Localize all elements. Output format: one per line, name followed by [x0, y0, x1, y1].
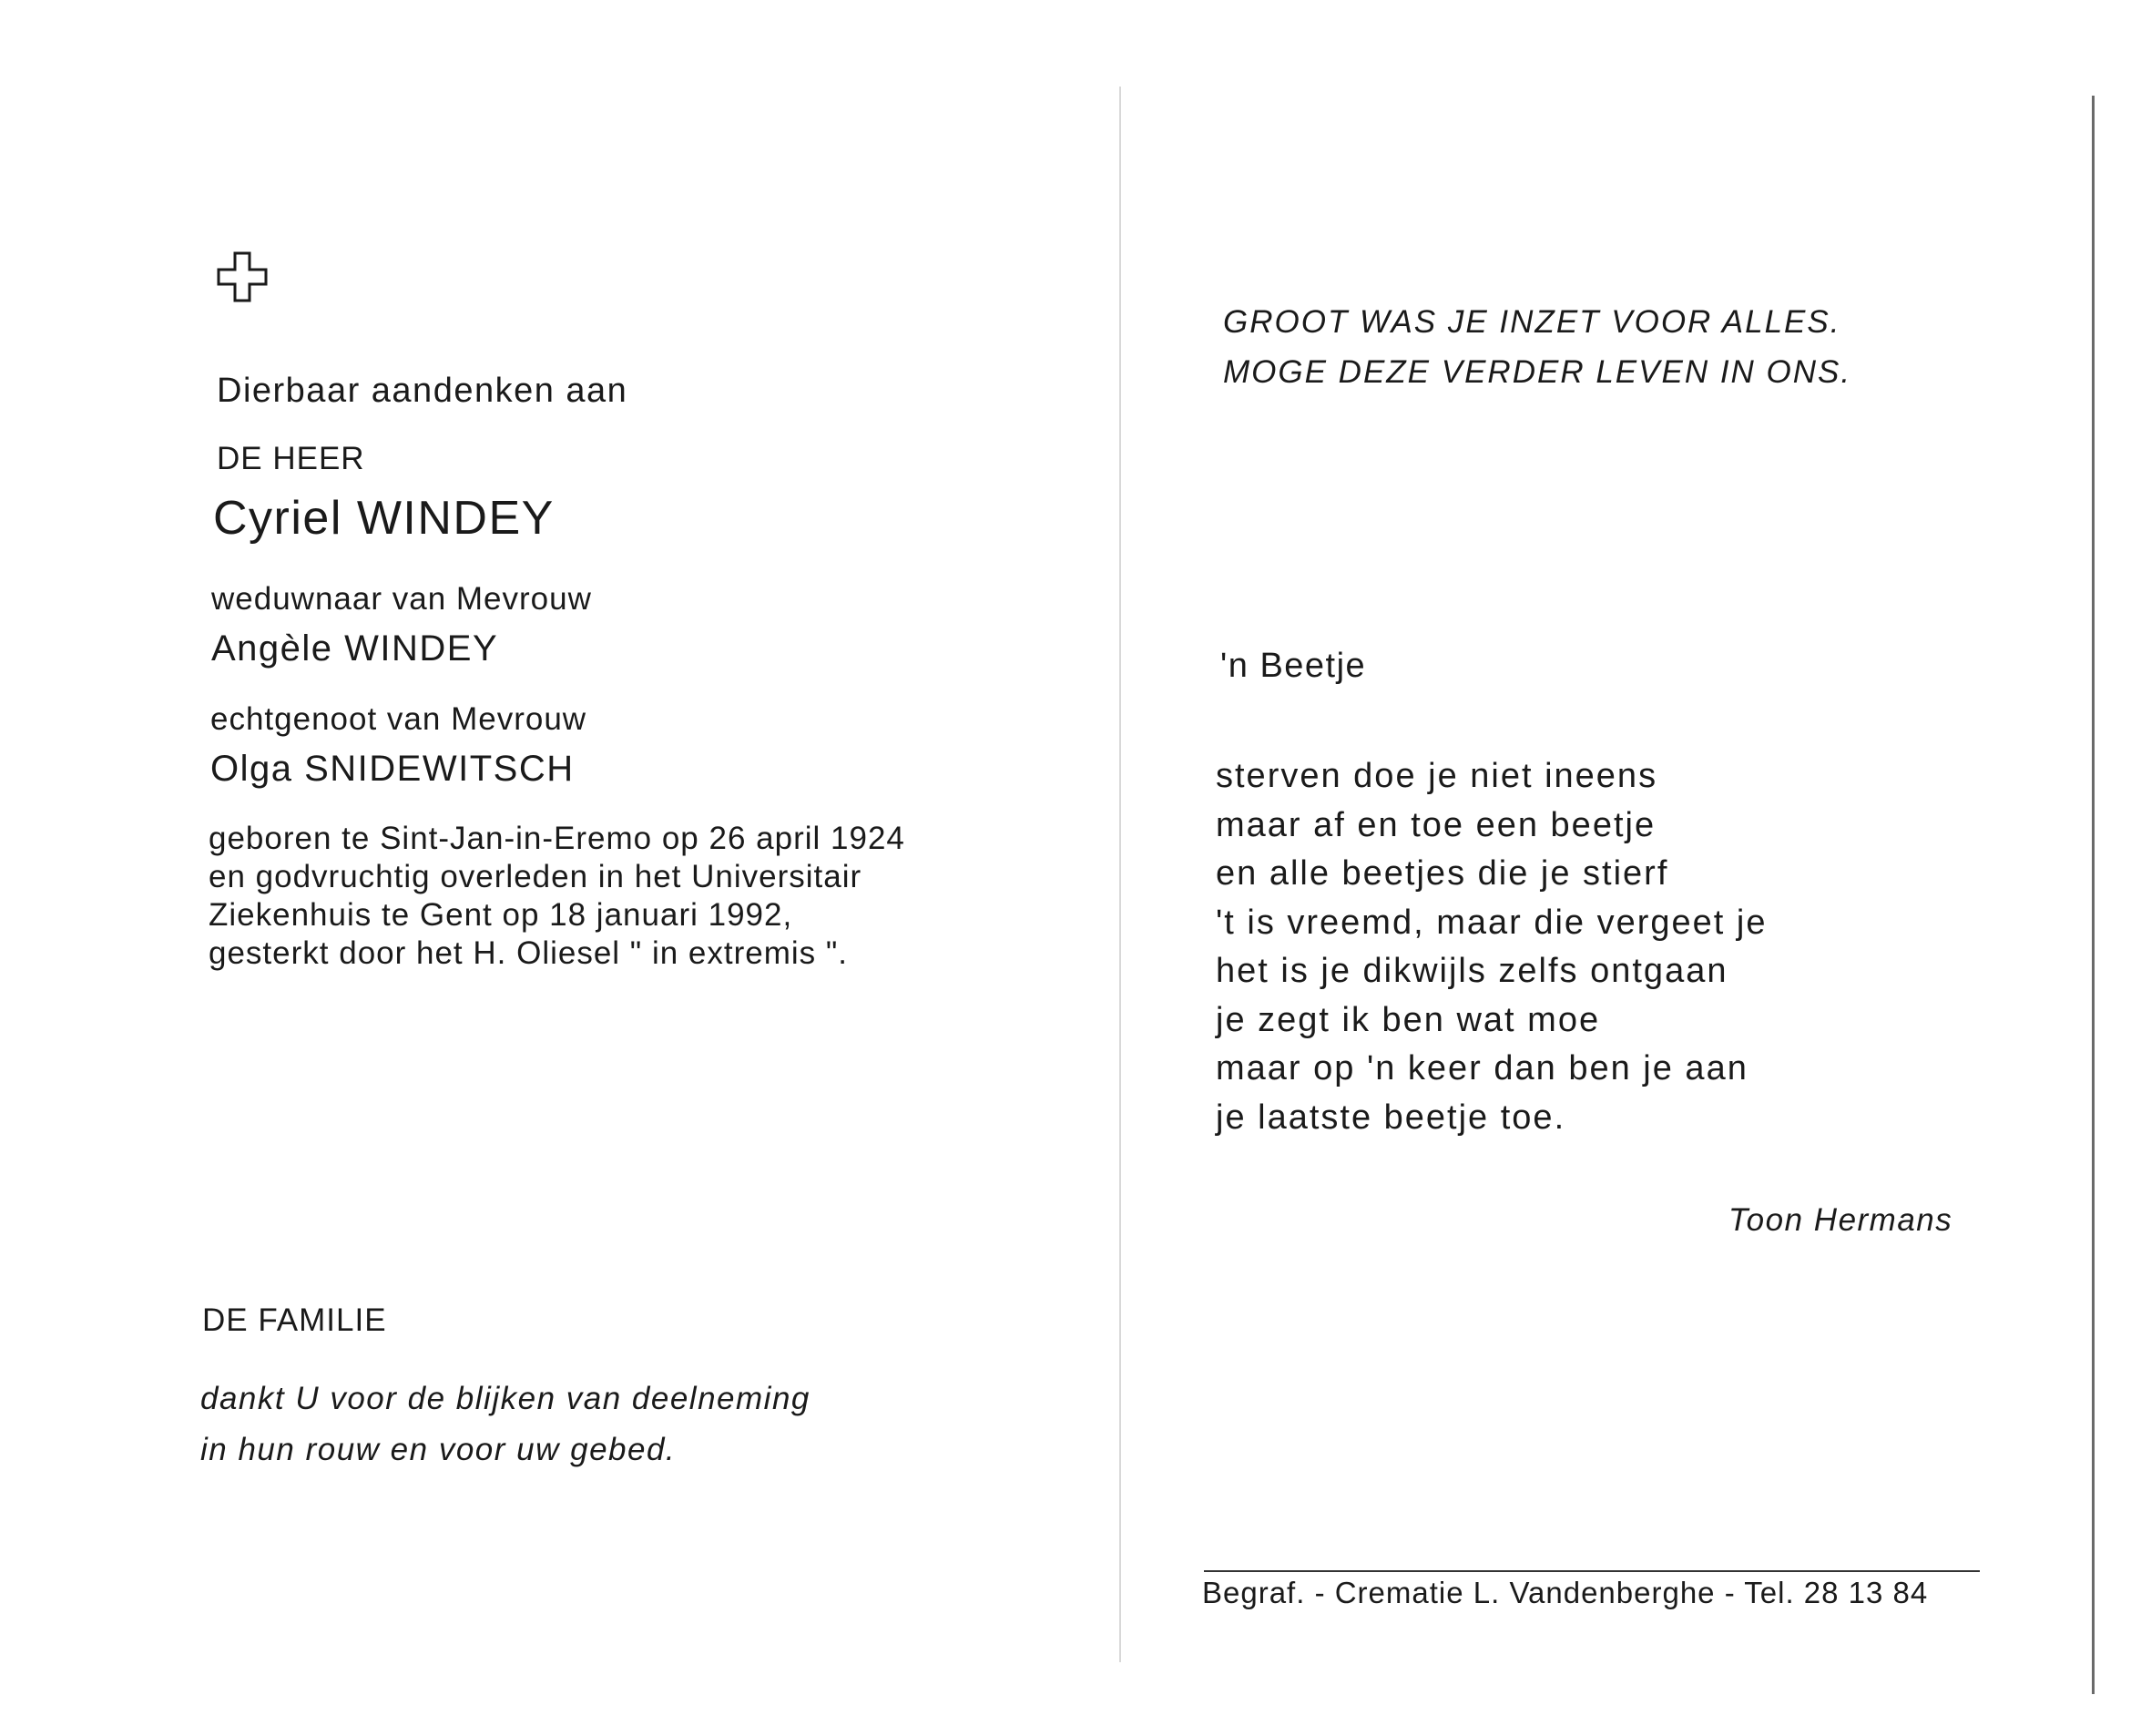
- poem-line: en alle beetjes die je stierf: [1216, 854, 1669, 893]
- poem-line: je zegt ik ben wat moe: [1216, 1000, 1601, 1039]
- intro-text: Dierbaar aandenken aan: [217, 372, 628, 410]
- motto-line: MOGE DEZE VERDER LEVEN IN ONS.: [1223, 354, 1852, 390]
- biography-line: Ziekenhuis te Gent op 18 januari 1992,: [209, 897, 793, 933]
- poem-line: sterven doe je niet ineens: [1216, 757, 1658, 795]
- thanks-line: in hun rouw en voor uw gebed.: [200, 1432, 677, 1467]
- poem-line: 't is vreemd, maar die vergeet je: [1216, 903, 1768, 942]
- poem-line: het is je dikwijls zelfs ontgaan: [1216, 952, 1728, 990]
- fold-line: [1119, 87, 1121, 1662]
- family-heading: DE FAMILIE: [202, 1302, 387, 1338]
- poem: [1216, 752, 1767, 1142]
- title-text: DE HEER: [217, 441, 365, 476]
- cross-icon: [217, 251, 268, 302]
- poem-line: je laatste beetje toe.: [1216, 1098, 1566, 1137]
- thanks-line: dankt U voor de blijken van deelneming: [200, 1381, 811, 1416]
- poem-author: Toon Hermans: [1728, 1202, 1953, 1238]
- biography-line: en godvruchtig overleden in het Universitair: [209, 859, 862, 894]
- poem-line: maar af en toe een beetje: [1216, 805, 1657, 844]
- undertaker-footer: Begraf. - Crematie L. Vandenberghe - Tel. 28 13 84: [1202, 1576, 1929, 1609]
- poem-title: 'n Beetje: [1220, 647, 1367, 685]
- thanks-text: [200, 1373, 811, 1476]
- spouse-name-2: Olga SNIDEWITSCH: [210, 749, 575, 789]
- motto-line: GROOT WAS JE INZET VOOR ALLES.: [1223, 304, 1841, 340]
- poem-line: maar op 'n keer dan ben je aan: [1216, 1049, 1748, 1088]
- biography: [209, 820, 905, 973]
- relation-widower: weduwnaar van Mevrouw: [211, 581, 592, 617]
- page-edge: [2092, 96, 2095, 1694]
- motto: [1223, 297, 1851, 397]
- spouse-name-1: Angèle WINDEY: [211, 628, 499, 669]
- deceased-name: Cyriel WINDEY: [213, 492, 555, 545]
- biography-line: gesterkt door het H. Oliesel " in extremis ".: [209, 935, 849, 971]
- relation-husband: echtgenoot van Mevrouw: [210, 701, 587, 737]
- biography-line: geboren te Sint-Jan-in-Eremo op 26 april 1924: [209, 821, 905, 856]
- footer-divider: [1204, 1570, 1980, 1572]
